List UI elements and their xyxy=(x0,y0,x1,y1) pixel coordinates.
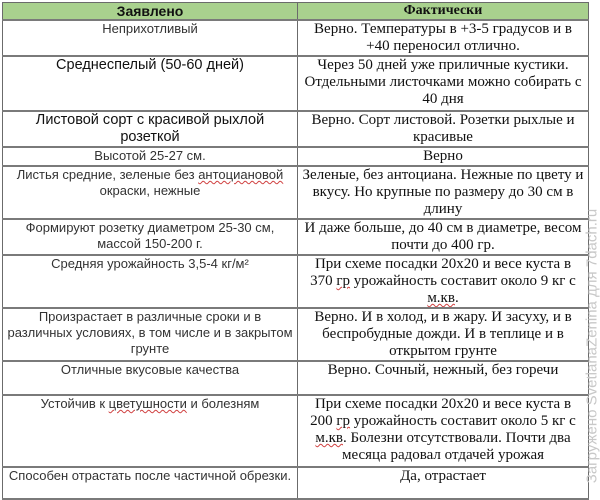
cell-actual: Да, отрастает xyxy=(298,467,589,499)
table-row xyxy=(3,56,589,111)
table-row xyxy=(3,467,589,499)
header-actual: Фактически xyxy=(298,3,589,21)
cell-claimed: Листья средние, зеленые без антоциановой окраски, нежные xyxy=(3,166,298,219)
cell-actual: Верно. Температуры в +3-5 градусов и в +40 переносил отлично. xyxy=(298,20,589,56)
cell-claimed: Устойчив к цветушности и болезням xyxy=(3,395,298,467)
spellcheck-word: гр xyxy=(336,273,350,289)
spellcheck-word: м.кв xyxy=(315,430,343,446)
cell-claimed: Произрастает в различные сроки и в различных условиях, в том числе и в закрытом грунте xyxy=(3,308,298,361)
spellcheck-word: м.кв xyxy=(427,290,455,306)
table-row xyxy=(3,219,589,255)
spellcheck-word: антоциановой xyxy=(198,167,283,182)
cell-claimed: Неприхотливый xyxy=(3,20,298,56)
comparison-table xyxy=(2,2,589,500)
cell-actual: При схеме посадки 20х20 и весе куста в 370 гр урожайность составит около 9 кг с м.кв. xyxy=(298,255,589,308)
cell-claimed: Листовой сорт с красивой рыхлой розеткой xyxy=(3,111,298,147)
table-row xyxy=(3,147,589,166)
table-header-row xyxy=(3,3,589,21)
table-row xyxy=(3,111,589,147)
cell-actual: Верно. Сорт листовой. Розетки рыхлые и красивые xyxy=(298,111,589,147)
table-row xyxy=(3,361,589,395)
spellcheck-word: гр xyxy=(336,413,350,429)
watermark xyxy=(582,200,600,492)
spellcheck-word: цветушности xyxy=(109,396,187,411)
cell-claimed: Способен отрастать после частичной обрезки. xyxy=(3,467,298,499)
table-row xyxy=(3,255,589,308)
cell-claimed: Отличные вкусовые качества xyxy=(3,361,298,395)
cell-actual: При схеме посадки 20х20 и весе куста в 200 гр урожайность составит около 5 кг с м.кв. Болезни отсутствовали. Почти два месяца радовал отдачей урожая xyxy=(298,395,589,467)
cell-claimed: Среднеспелый (50-60 дней) xyxy=(3,56,298,111)
cell-claimed: Средняя урожайность 3,5-4 кг/м² xyxy=(3,255,298,308)
table-row xyxy=(3,20,589,56)
cell-actual: И даже больше, до 40 см в диаметре, весом почти до 400 гр. xyxy=(298,219,589,255)
cell-actual: Верно xyxy=(298,147,589,166)
watermark-text: Загружено SvetlanaZenina для 7dach.ru xyxy=(584,209,600,483)
table-row xyxy=(3,166,589,219)
table-row xyxy=(3,308,589,361)
cell-actual: Верно. И в холод, и в жару. И засуху, и в беспробудные дожди. И в теплице и в открытом грунте xyxy=(298,308,589,361)
table-row xyxy=(3,395,589,467)
header-claimed: Заявлено xyxy=(3,3,298,21)
cell-actual: Через 50 дней уже приличные кустики. Отдельными листочками можно собирать с 40 дня xyxy=(298,56,589,111)
cell-actual: Зеленые, без антоциана. Нежные по цвету и вкусу. Но крупные по размеру до 30 см в длину xyxy=(298,166,589,219)
cell-actual: Верно. Сочный, нежный, без горечи xyxy=(298,361,589,395)
cell-claimed: Высотой 25-27 см. xyxy=(3,147,298,166)
cell-claimed: Формируют розетку диаметром 25-30 см, массой 150-200 г. xyxy=(3,219,298,255)
